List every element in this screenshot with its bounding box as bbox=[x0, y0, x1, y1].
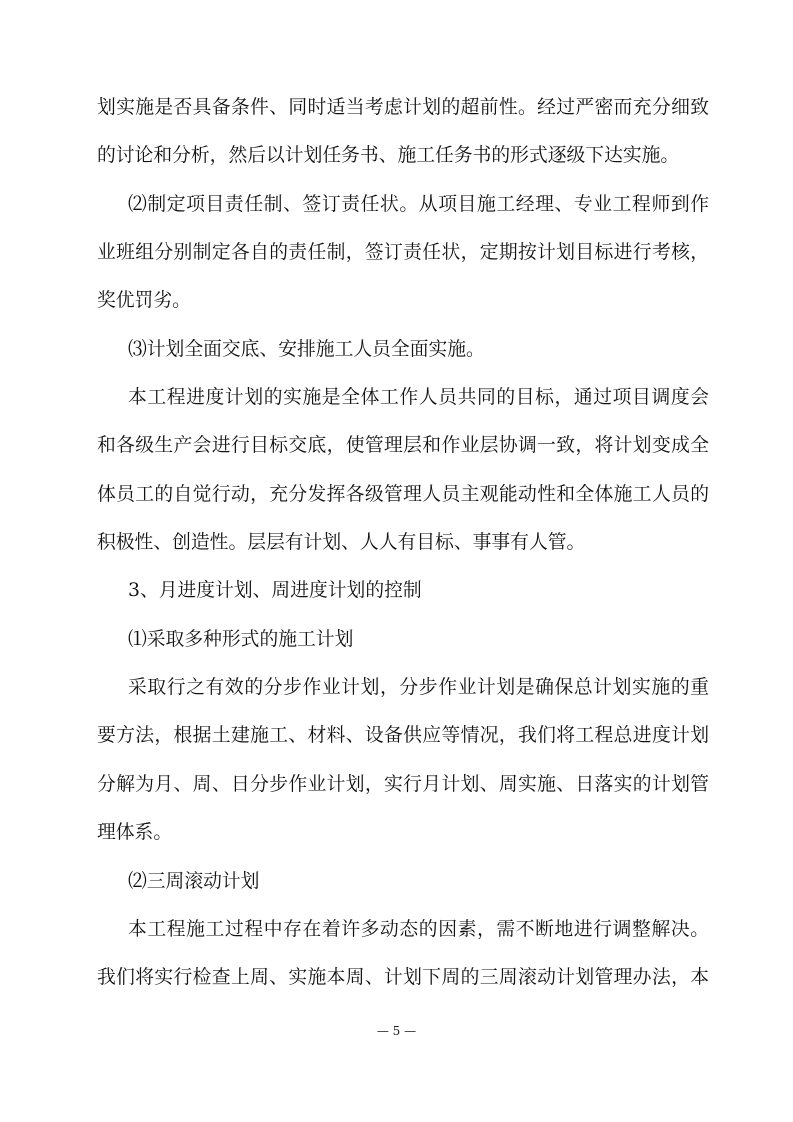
page-number: — 5 — bbox=[376, 1024, 417, 1038]
text-line: 的讨论和分析，然后以计划任务书、施工任务书的形式逐级下达实施。 bbox=[97, 145, 680, 167]
section-heading: 3、月进度计划、周进度计划的控制 bbox=[128, 580, 422, 602]
text-line: 理体系。 bbox=[97, 822, 173, 844]
text-line: 积极性、创造性。层层有计划、人人有目标、事事有人管。 bbox=[97, 532, 586, 554]
text-line: 划实施是否具备条件、同时适当考虑计划的超前性。经过严密而充分细致 bbox=[97, 97, 709, 118]
text-line: 本工程施工过程中存在着许多动态的因素，需不断地进行调整解决。 bbox=[128, 918, 709, 940]
text-line: 我们将实行检查上周、实施本周、计划下周的三周滚动计划管理办法，本 bbox=[97, 967, 709, 989]
subsection-heading: ⑴采取多种形式的施工计划 bbox=[128, 628, 354, 650]
text-line: 要方法，根据土建施工、材料、设备供应等情况，我们将工程总进度计划 bbox=[97, 725, 709, 747]
text-line: 业班组分别制定各自的责任制，签订责任状，定期按计划目标进行考核， bbox=[97, 242, 709, 264]
text-line: 和各级生产会进行目标交底，使管理层和作业层协调一致，将计划变成全 bbox=[97, 435, 709, 457]
text-line: 奖优罚劣。 bbox=[97, 290, 191, 312]
text-line: 采取行之有效的分步作业计划，分步作业计划是确保总计划实施的重 bbox=[128, 677, 709, 699]
text-line: ⑵制定项目责任制、签订责任状。从项目施工经理、专业工程师到作 bbox=[128, 193, 709, 215]
text-line: ⑶计划全面交底、安排施工人员全面实施。 bbox=[128, 338, 485, 360]
text-line: 分解为月、周、日分步作业计划，实行月计划、周实施、日落实的计划管 bbox=[97, 773, 709, 795]
text-line: 本工程进度计划的实施是全体工作人员共同的目标，通过项目调度会 bbox=[128, 387, 709, 409]
subsection-heading: ⑵三周滚动计划 bbox=[128, 870, 260, 892]
text-line: 体员工的自觉行动，充分发挥各级管理人员主观能动性和全体施工人员的 bbox=[97, 483, 709, 505]
body-text bbox=[97, 84, 709, 1003]
